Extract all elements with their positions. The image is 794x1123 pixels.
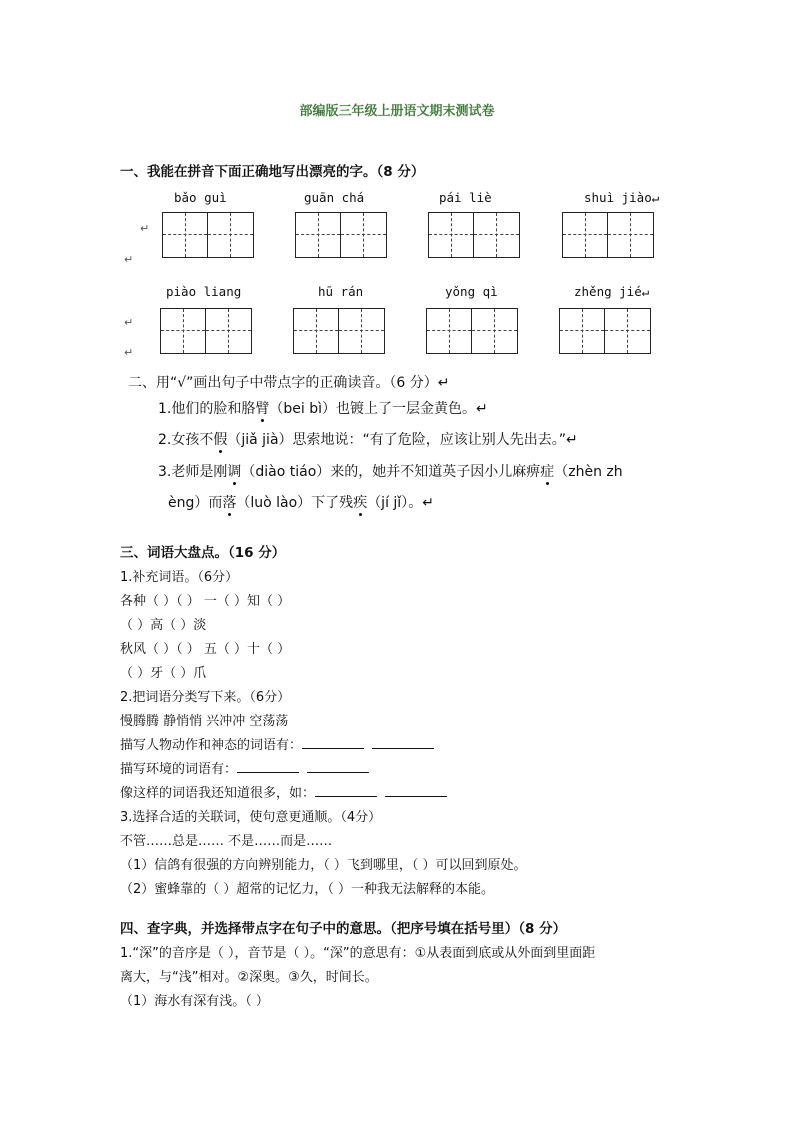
- fill-line: 各种（ ）（ ） 一（ ）知（ ）: [120, 594, 291, 609]
- question-2-3: 3.老师是刚调（diào tiáo）来的，她并不知道英子因小儿麻痹症（zhèn zh: [158, 461, 623, 481]
- fill-line: （ ）高（ ）淡: [120, 618, 207, 633]
- writing-grid[interactable]: [428, 212, 520, 258]
- writing-grid[interactable]: [293, 308, 385, 354]
- fill-line: 秋风（ ）（ ） 五（ ）十（ ）: [120, 642, 291, 657]
- return-mark: ↵: [140, 222, 150, 235]
- question-2-1: 1.他们的脸和胳臂（bei bì）也镀上了一层金黄色。↵: [158, 398, 488, 418]
- question-4-1-1: （1）海水有深有浅。（ ）: [120, 994, 269, 1009]
- writing-grid[interactable]: [562, 212, 654, 258]
- pinyin-label: piào liang: [166, 284, 242, 299]
- question-2-2: 2.女孩不假（jiǎ jià）思索地说：“有了危险，应该让别人先出去。”↵: [158, 429, 578, 449]
- question-3-3-2: （2）蜜蜂靠的（ ）超常的记忆力，（ ）一种我无法解释的本能。: [120, 882, 495, 897]
- writing-grid[interactable]: [162, 212, 254, 258]
- part-3-1: 1.补充词语。（6分）: [120, 570, 239, 585]
- pinyin-label: bǎo guì: [174, 190, 227, 205]
- return-mark: ↵: [124, 253, 134, 266]
- question-4-1: 1.“深”的音序是（ ），音节是（ ）。“深”的意思有：①从表面到底或从外面到里面距: [120, 946, 596, 961]
- writing-grid[interactable]: [160, 308, 252, 354]
- classify-line-2: 描写环境的词语有：: [120, 758, 369, 777]
- section-2-heading: 二、用“√”画出句子中带点字的正确读音。（6 分）↵: [128, 375, 450, 391]
- section-3-heading: 三、词语大盘点。（16 分）: [120, 545, 286, 561]
- conjunction-options: 不管……总是…… 不是……而是……: [120, 834, 333, 849]
- return-mark: ↵: [124, 346, 134, 359]
- return-mark: ↵: [124, 316, 134, 329]
- writing-grid[interactable]: [295, 212, 387, 258]
- pinyin-label: zhěng jié↵: [574, 284, 650, 299]
- question-2-3-continued: èng）而落（luò lào）下了残疾（jí jǐ）。↵: [168, 492, 434, 512]
- section-1-heading: 一、我能在拼音下面正确地写出漂亮的字。（8 分）: [120, 164, 425, 180]
- question-3-3-1: （1）信鸽有很强的方向辨别能力，（ ）飞到哪里，（ ）可以回到原处。: [120, 858, 527, 873]
- pinyin-label: hū rán: [318, 284, 364, 299]
- part-3-3: 3.选择合适的关联词，使句意更通顺。（4分）: [120, 810, 382, 825]
- fill-line: （ ）牙（ ）爪: [120, 666, 207, 681]
- page-title: 部编版三年级上册语文期末测试卷: [299, 104, 495, 119]
- classify-line-1: 描写人物动作和神态的词语有：: [120, 734, 434, 753]
- pinyin-label: shuì jiào↵: [584, 190, 660, 205]
- question-4-1-continued: 离大，与“浅”相对。②深奥。③久，时间长。: [120, 970, 378, 985]
- writing-grid[interactable]: [426, 308, 518, 354]
- pinyin-label: guān chá: [304, 190, 365, 205]
- pinyin-label: yǒng qì: [445, 284, 498, 299]
- writing-grid[interactable]: [559, 308, 651, 354]
- classify-line-3: 像这样的词语我还知道很多，如：: [120, 782, 447, 801]
- section-4-heading: 四、查字典，并选择带点字在句子中的意思。（把序号填在括号里）（8 分）: [120, 921, 567, 937]
- part-3-2: 2.把词语分类写下来。（6分）: [120, 690, 291, 705]
- word-list: 慢腾腾 静悄悄 兴冲冲 空荡荡: [120, 714, 289, 729]
- pinyin-label: pái liè: [439, 190, 492, 205]
